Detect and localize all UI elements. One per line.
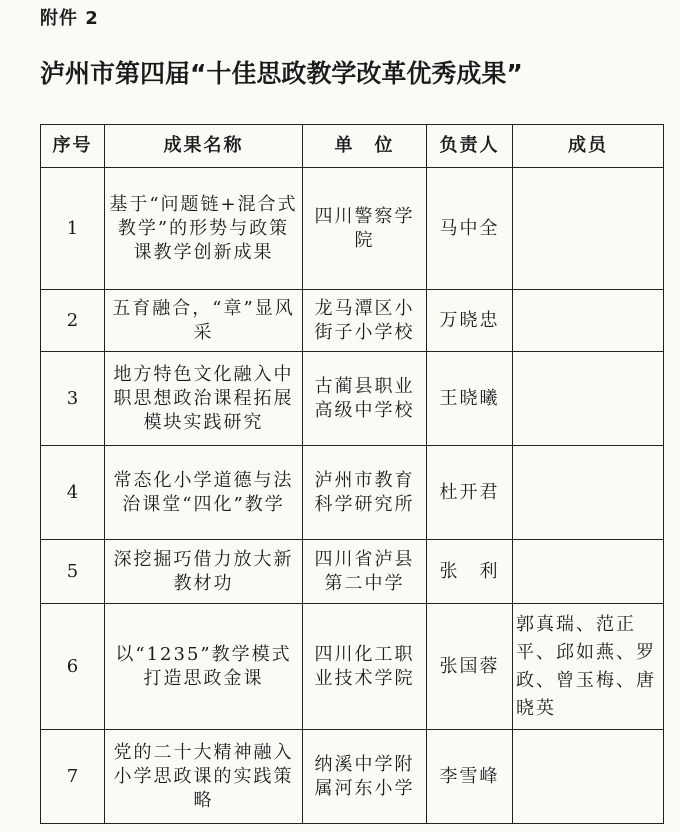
row-name: 基于“问题链+混合式教学”的形势与政策课教学创新成果: [105, 168, 303, 290]
row-leader: 马中全: [427, 168, 513, 290]
row-members: [513, 168, 664, 290]
row-name: 党的二十大精神融入小学思政课的实践策略: [105, 730, 303, 824]
row-leader: 张国蓉: [427, 604, 513, 730]
row-name: 以“1235”教学模式打造思政金课: [105, 604, 303, 730]
row-leader: 王晓曦: [427, 352, 513, 446]
row-name: 深挖掘巧借力放大新教材功: [105, 540, 303, 604]
table-row: [41, 290, 664, 352]
table-row: [41, 730, 664, 824]
row-members: [513, 540, 664, 604]
row-unit: 泸州市教育科学研究所: [303, 446, 427, 540]
row-members: [513, 730, 664, 824]
row-members: [513, 446, 664, 540]
table-row: [41, 168, 664, 290]
table-row: [41, 540, 664, 604]
row-members: [513, 290, 664, 352]
row-leader: 杜开君: [427, 446, 513, 540]
results-table: [40, 124, 664, 824]
row-leader: 张 利: [427, 540, 513, 604]
row-leader: 李雪峰: [427, 730, 513, 824]
page-title: 泸州市第四届“十佳思政教学改革优秀成果”: [40, 59, 523, 88]
row-unit: 四川省泸县第二中学: [303, 540, 427, 604]
header-members: 成员: [513, 125, 664, 168]
row-name: 常态化小学道德与法治课堂“四化”教学: [105, 446, 303, 540]
row-unit: 四川警察学院: [303, 168, 427, 290]
row-no: 6: [41, 604, 105, 730]
row-no: 4: [41, 446, 105, 540]
row-members: 郭真瑞、范正平、邱如燕、罗政、曾玉梅、唐晓英: [513, 604, 664, 730]
table-row: [41, 604, 664, 730]
table-header-row: [41, 125, 664, 168]
header-unit: 单 位: [303, 125, 427, 168]
row-no: 3: [41, 352, 105, 446]
header-leader: 负责人: [427, 125, 513, 168]
row-no: 2: [41, 290, 105, 352]
row-name: 地方特色文化融入中职思想政治课程拓展模块实践研究: [105, 352, 303, 446]
row-no: 5: [41, 540, 105, 604]
row-unit: 古蔺县职业高级中学校: [303, 352, 427, 446]
row-unit: 龙马潭区小街子小学校: [303, 290, 427, 352]
row-name: 五育融合，“章”显风采: [105, 290, 303, 352]
table-row: [41, 446, 664, 540]
row-no: 7: [41, 730, 105, 824]
row-unit: 纳溪中学附属河东小学: [303, 730, 427, 824]
row-unit: 四川化工职业技术学院: [303, 604, 427, 730]
row-leader: 万晓忠: [427, 290, 513, 352]
row-no: 1: [41, 168, 105, 290]
attachment-label: 附件 2: [40, 8, 99, 29]
row-members: [513, 352, 664, 446]
table-row: [41, 352, 664, 446]
header-name: 成果名称: [105, 125, 303, 168]
header-no: 序号: [41, 125, 105, 168]
